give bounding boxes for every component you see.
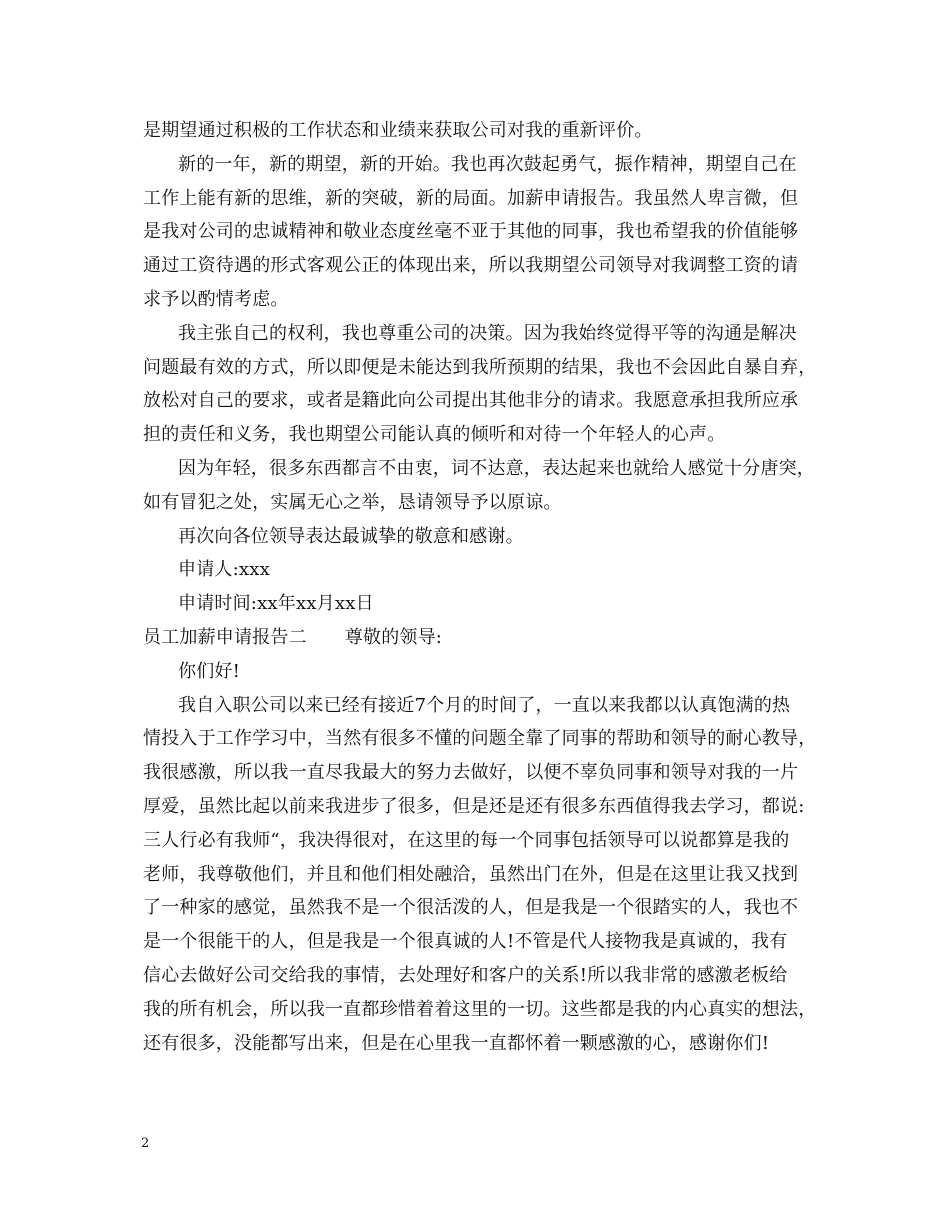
text-line: 情投入于工作学习中，当然有很多不懂的问题全靠了同事的帮助和领导的耐心教导， (143, 728, 817, 750)
text-line: 三人行必有我师“，我决得很对，在这里的每一个同事包括领导可以说都算是我的 (143, 829, 790, 851)
text-line: 通过工资待遇的形式客观公正的体现出来，所以我期望公司领导对我调整工资的请 (143, 255, 799, 277)
application-date-line: 申请时间:xx年xx月xx日 (178, 593, 374, 615)
text-line: 担的责任和义务，我也期望公司能认真的倾听和对待一个年轻人的心声。 (143, 424, 726, 446)
report-title-line (143, 621, 823, 655)
salutation: 尊敬的领导: (344, 626, 443, 648)
page-number: 2 (141, 1136, 150, 1151)
text-line: 我很感激，所以我一直尽我最大的努力去做好，以便不辜负同事和领导对我的一片 (143, 762, 799, 784)
paragraph-start-line: 因为年轻，很多东西都言不由衷，词不达意，表达起来也就给人感觉十分唐突， (178, 457, 815, 479)
text-line: 是我对公司的忠诚精神和敬业态度丝毫不亚于其他的同事，我也希望我的价值能够 (143, 221, 799, 243)
text-line: 如有冒犯之处，实属无心之举，恳请领导予以原谅。 (143, 491, 562, 513)
text-line: 是期望通过积极的工作状态和业绩来获取公司对我的重新评价。 (143, 120, 653, 141)
text-line: 还有很多，没能都写出来，但是在心里我一直都怀着一颗感激的心，感谢你们! (143, 1032, 770, 1054)
paragraph-start-line: 我主张自己的权利，我也尊重公司的决策。因为我始终觉得平等的沟通是解决 (178, 322, 797, 344)
text-line: 求予以酌情考虑。 (143, 288, 289, 310)
text-line: 老师，我尊敬他们，并且和他们相处融洽，虽然出门在外，但是在这里让我又找到 (143, 863, 799, 885)
applicant-line: 申请人:xxx (178, 559, 270, 581)
text-line: 问题最有效的方式，所以即便是未能达到我所预期的结果，我也不会因此自暴自弃， (143, 356, 817, 378)
paragraph-start-line: 我自入职公司以来已经有接近7个月的时间了，一直以来我都以认真饱满的热 (178, 694, 791, 716)
report-title: 员工加薪申请报告二 (143, 626, 307, 648)
text-line: 厚爱，虽然比起以前来我进步了很多，但是还是还有很多东西值得我去学习，都说: (143, 795, 805, 817)
closing-line: 再次向各位领导表达最诚挚的敬意和感谢。 (178, 525, 524, 547)
document-body (143, 114, 823, 1060)
paragraph-start-line: 新的一年，新的期望，新的开始。我也再次鼓起勇气，振作精神，期望自己在 (178, 153, 797, 175)
text-line: 工作上能有新的思维，新的突破，新的局面。加薪申请报告。我虽然人卑言微，但 (143, 187, 799, 209)
text-line: 是一个很能干的人，但是我是一个很真诚的人!不管是代人接物我是真诚的，我有 (143, 931, 788, 953)
text-line: 了一种家的感觉，虽然我不是一个很活泼的人，但是我是一个很踏实的人，我也不 (143, 897, 799, 919)
text-line: 信心去做好公司交给我的事情，去处理好和客户的关系!所以我非常的感激老板给 (143, 964, 788, 986)
text-line: 放松对自己的要求，或者是籍此向公司提出其他非分的请求。我愿意承担我所应承 (143, 390, 799, 412)
greeting-line: 你们好! (178, 660, 241, 682)
text-line: 我的所有机会，所以我一直都珍惜着着这里的一切。这些都是我的内心真实的想法， (143, 998, 817, 1020)
